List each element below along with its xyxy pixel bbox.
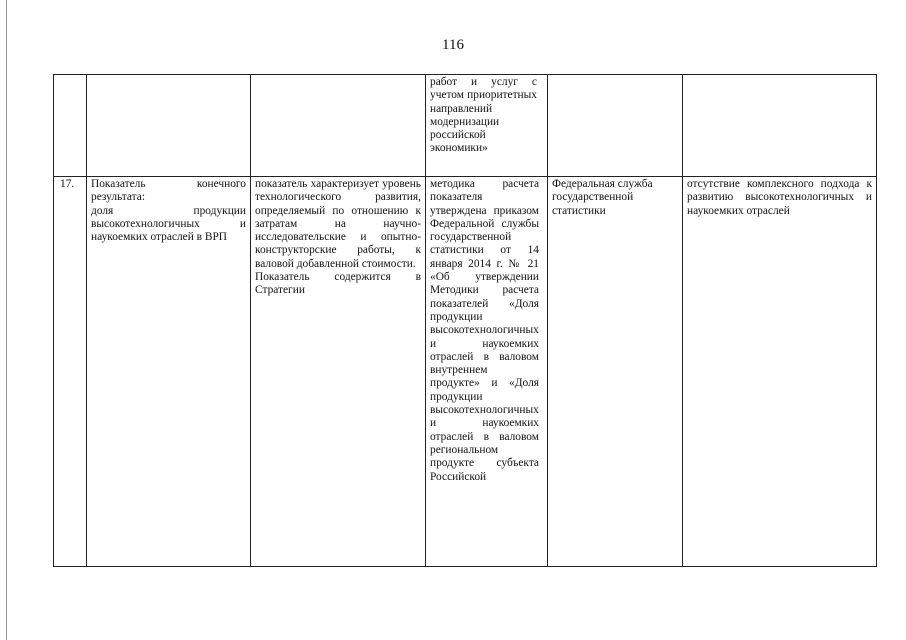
cell-source <box>548 75 683 177</box>
cell-methodology <box>426 75 548 177</box>
indicator-heading: Показатель конечного результата: <box>91 178 246 204</box>
cell-number: 17. <box>54 177 87 567</box>
cell-problem <box>683 177 877 567</box>
source-text: Федеральная служба государственной статистики <box>552 178 653 217</box>
cell-indicator <box>87 177 251 567</box>
cell-problem <box>683 75 877 177</box>
scan-edge-line <box>6 0 7 640</box>
table-row <box>54 177 877 567</box>
methodology-text: методика расчета показателя утверждена приказом Федеральной службы государственной статистики от 14 января 2014 г. № 21 «Об утверждении Методики расчета показателей «Доля продукции высокотехнологичных и наукоемких отраслей в валовом внутреннем продукте» и «Доля продукции высокотехнологичных и наукоемких отраслей в валовом региональном продукте субъекта Российской <box>430 178 539 483</box>
cell-description <box>251 75 426 177</box>
problem-text: отсутствие комплексного подхода к развитию высокотехнологичных и наукоемких отраслей <box>687 178 872 217</box>
page-number: 116 <box>442 37 464 53</box>
cell-indicator <box>87 75 251 177</box>
cell-description <box>251 177 426 567</box>
table-row <box>54 75 877 177</box>
cell-source <box>548 177 683 567</box>
description-note: Показатель содержится в Стратегии <box>255 271 421 297</box>
methodology-text: работ и услуг с учетом приоритетных направлений модернизации российской экономики» <box>430 76 537 155</box>
cell-number <box>54 75 87 177</box>
indicator-text: доля продукции высокотехнологичных и наукоемких отраслей в ВРП <box>91 204 246 244</box>
indicators-table <box>53 74 877 567</box>
description-text: показатель характеризует уровень технологического развития, определяемый по отношению к затратам на научно-исследовательские и опытно-конструкторские работы, к валовой добавленной стоимости. <box>255 178 421 270</box>
cell-methodology <box>426 177 548 567</box>
